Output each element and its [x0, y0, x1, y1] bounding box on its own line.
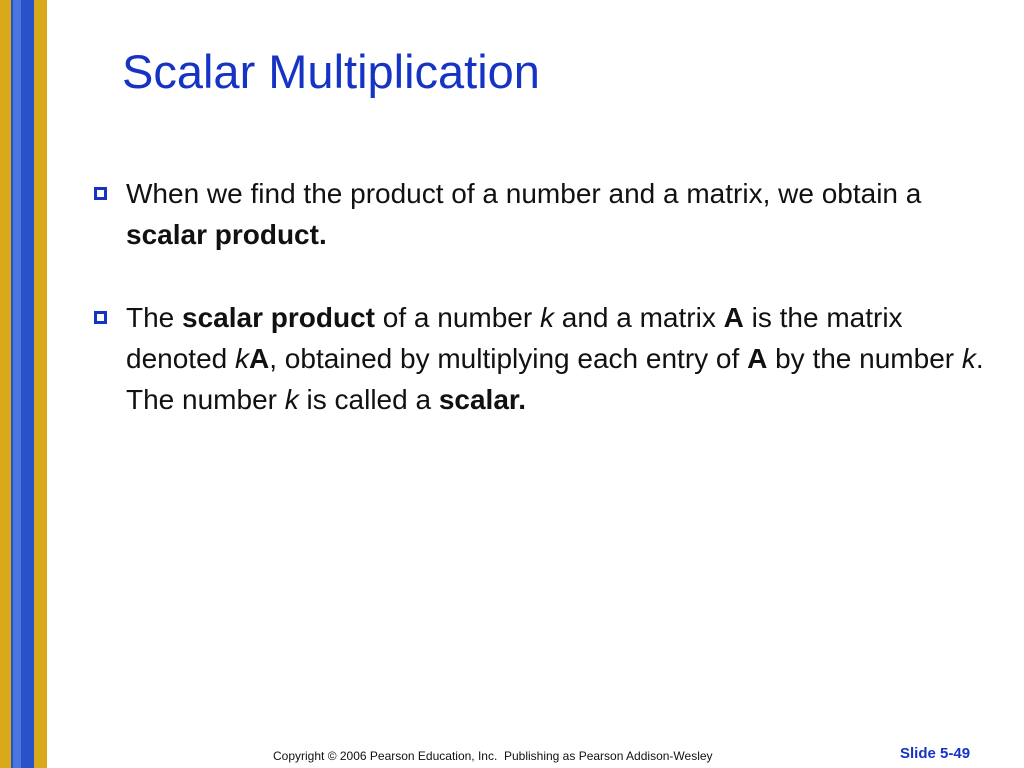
text-run: When we find the product of a number and a matrix, we obtain a	[126, 178, 922, 209]
bullet-item-2	[90, 297, 990, 420]
text-run: is the matrix denoted	[126, 302, 903, 374]
bullet-item-1	[90, 173, 990, 255]
hollow-square-bullet-icon	[94, 311, 107, 324]
bullet-text	[126, 297, 990, 420]
bold-term-scalar: scalar.	[438, 384, 527, 415]
text-run: , obtained by multiplying each entry of	[269, 343, 748, 374]
bold-term-scalar-product: scalar product	[182, 302, 375, 333]
text-run: The	[126, 302, 183, 333]
footer-copyright: Copyright © 2006 Pearson Education, Inc. Publishing as Pearson Addison-Wesley	[273, 749, 713, 763]
bullet-text	[126, 173, 990, 255]
bold-matrix-a: A	[723, 302, 744, 333]
text-run: of a number	[374, 302, 540, 333]
hollow-square-bullet-icon	[94, 187, 107, 200]
italic-variable-k: k	[539, 302, 554, 333]
slide-title: Scalar Multiplication	[122, 45, 540, 98]
italic-variable-k: k	[235, 343, 249, 374]
italic-variable-k: k	[961, 343, 976, 374]
slide-number: Slide 5-49	[900, 745, 971, 762]
text-run: and a matrix	[553, 302, 724, 333]
bullet-list	[90, 173, 990, 462]
text-run: by the number	[767, 343, 962, 374]
bold-term-scalar-product: scalar product.	[126, 219, 327, 250]
text-run: . The number	[126, 343, 984, 415]
italic-variable-k: k	[284, 384, 299, 415]
text-run: is called a	[298, 384, 439, 415]
bold-matrix-a: A	[747, 343, 768, 374]
left-blue-stripe-highlight	[13, 0, 21, 768]
bold-matrix-a: A	[249, 343, 270, 374]
